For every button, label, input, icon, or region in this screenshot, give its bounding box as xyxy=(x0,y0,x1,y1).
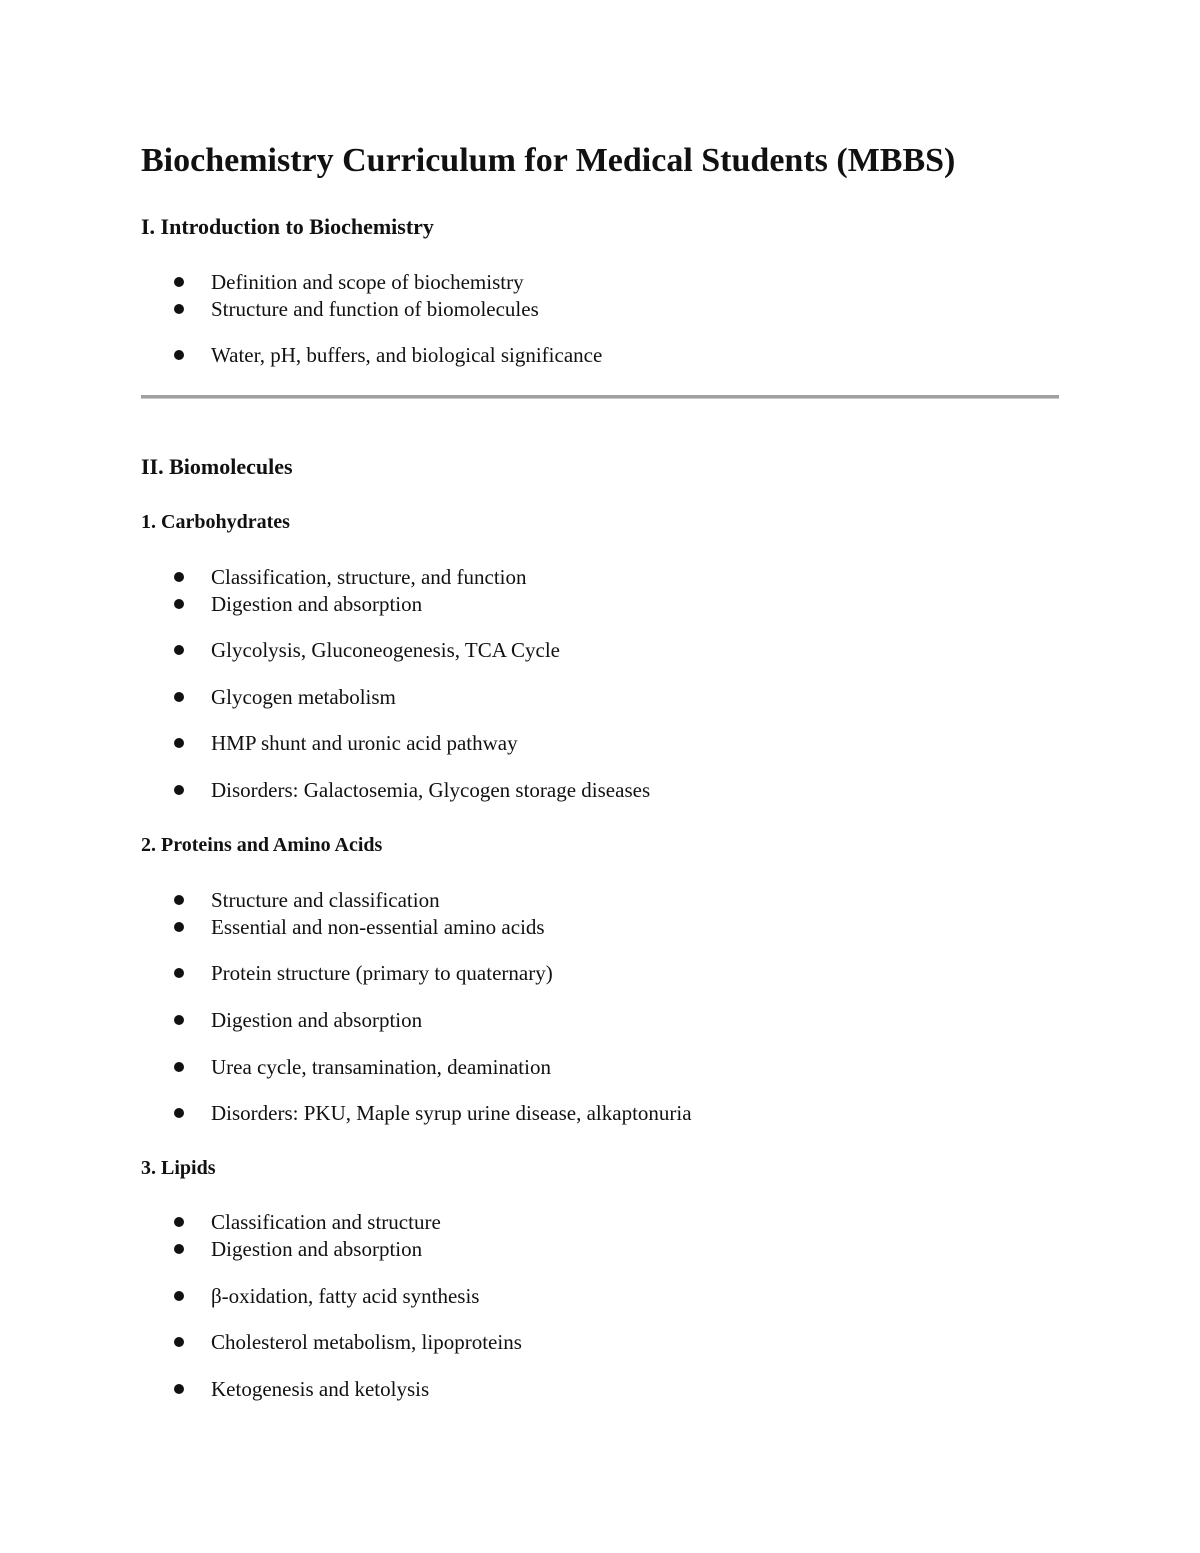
bullet-icon xyxy=(174,692,184,702)
bullet-icon xyxy=(174,350,184,360)
list-item: Cholesterol metabolism, lipoproteins xyxy=(211,1330,522,1354)
list-item: Classification and structure xyxy=(211,1210,441,1234)
bullet-icon xyxy=(174,895,184,905)
list-item: Essential and non-essential amino acids xyxy=(211,915,545,939)
bullet-icon xyxy=(174,1244,184,1254)
bullet-icon xyxy=(174,1015,184,1025)
list-item: Digestion and absorption xyxy=(211,1008,423,1032)
bullet-icon xyxy=(174,968,184,978)
subsection-heading-proteins: 2. Proteins and Amino Acids xyxy=(141,834,383,856)
list-item: Digestion and absorption xyxy=(211,1237,423,1261)
list-item: Definition and scope of biochemistry xyxy=(211,270,524,294)
list-item: Glycogen metabolism xyxy=(211,685,396,709)
section-heading-introduction: I. Introduction to Biochemistry xyxy=(141,214,434,239)
section-heading-biomolecules: II. Biomolecules xyxy=(141,454,293,479)
bullet-icon xyxy=(174,1108,184,1118)
list-item: Digestion and absorption xyxy=(211,592,423,616)
bullet-icon xyxy=(174,738,184,748)
bullet-icon xyxy=(174,1384,184,1394)
bullet-icon xyxy=(174,785,184,795)
bullet-icon xyxy=(174,1337,184,1347)
list-item: Water, pH, buffers, and biological significance xyxy=(211,343,603,367)
bullet-icon xyxy=(174,1062,184,1072)
subsection-heading-carbohydrates: 1. Carbohydrates xyxy=(141,511,290,533)
bullet-icon xyxy=(174,645,184,655)
list-item: Protein structure (primary to quaternary) xyxy=(211,961,553,985)
list-item: Disorders: PKU, Maple syrup urine disease, alkaptonuria xyxy=(211,1101,692,1125)
list-item: Urea cycle, transamination, deamination xyxy=(211,1055,551,1079)
list-item: Structure and classification xyxy=(211,888,440,912)
list-item: Classification, structure, and function xyxy=(211,565,527,589)
bullet-icon xyxy=(174,572,184,582)
bullet-icon xyxy=(174,277,184,287)
bullet-icon xyxy=(174,1217,184,1227)
horizontal-rule xyxy=(141,395,1059,399)
list-item: HMP shunt and uronic acid pathway xyxy=(211,731,518,755)
bullet-icon xyxy=(174,922,184,932)
bullet-icon xyxy=(174,304,184,314)
list-item: Ketogenesis and ketolysis xyxy=(211,1377,430,1401)
bullet-icon xyxy=(174,1291,184,1301)
subsection-heading-lipids: 3. Lipids xyxy=(141,1157,216,1179)
list-item: β-oxidation, fatty acid synthesis xyxy=(211,1284,480,1308)
list-item: Glycolysis, Gluconeogenesis, TCA Cycle xyxy=(211,638,560,662)
document-title: Biochemistry Curriculum for Medical Students (MBBS) xyxy=(141,142,956,179)
list-item: Structure and function of biomolecules xyxy=(211,297,539,321)
list-item: Disorders: Galactosemia, Glycogen storage diseases xyxy=(211,778,651,802)
bullet-icon xyxy=(174,599,184,609)
